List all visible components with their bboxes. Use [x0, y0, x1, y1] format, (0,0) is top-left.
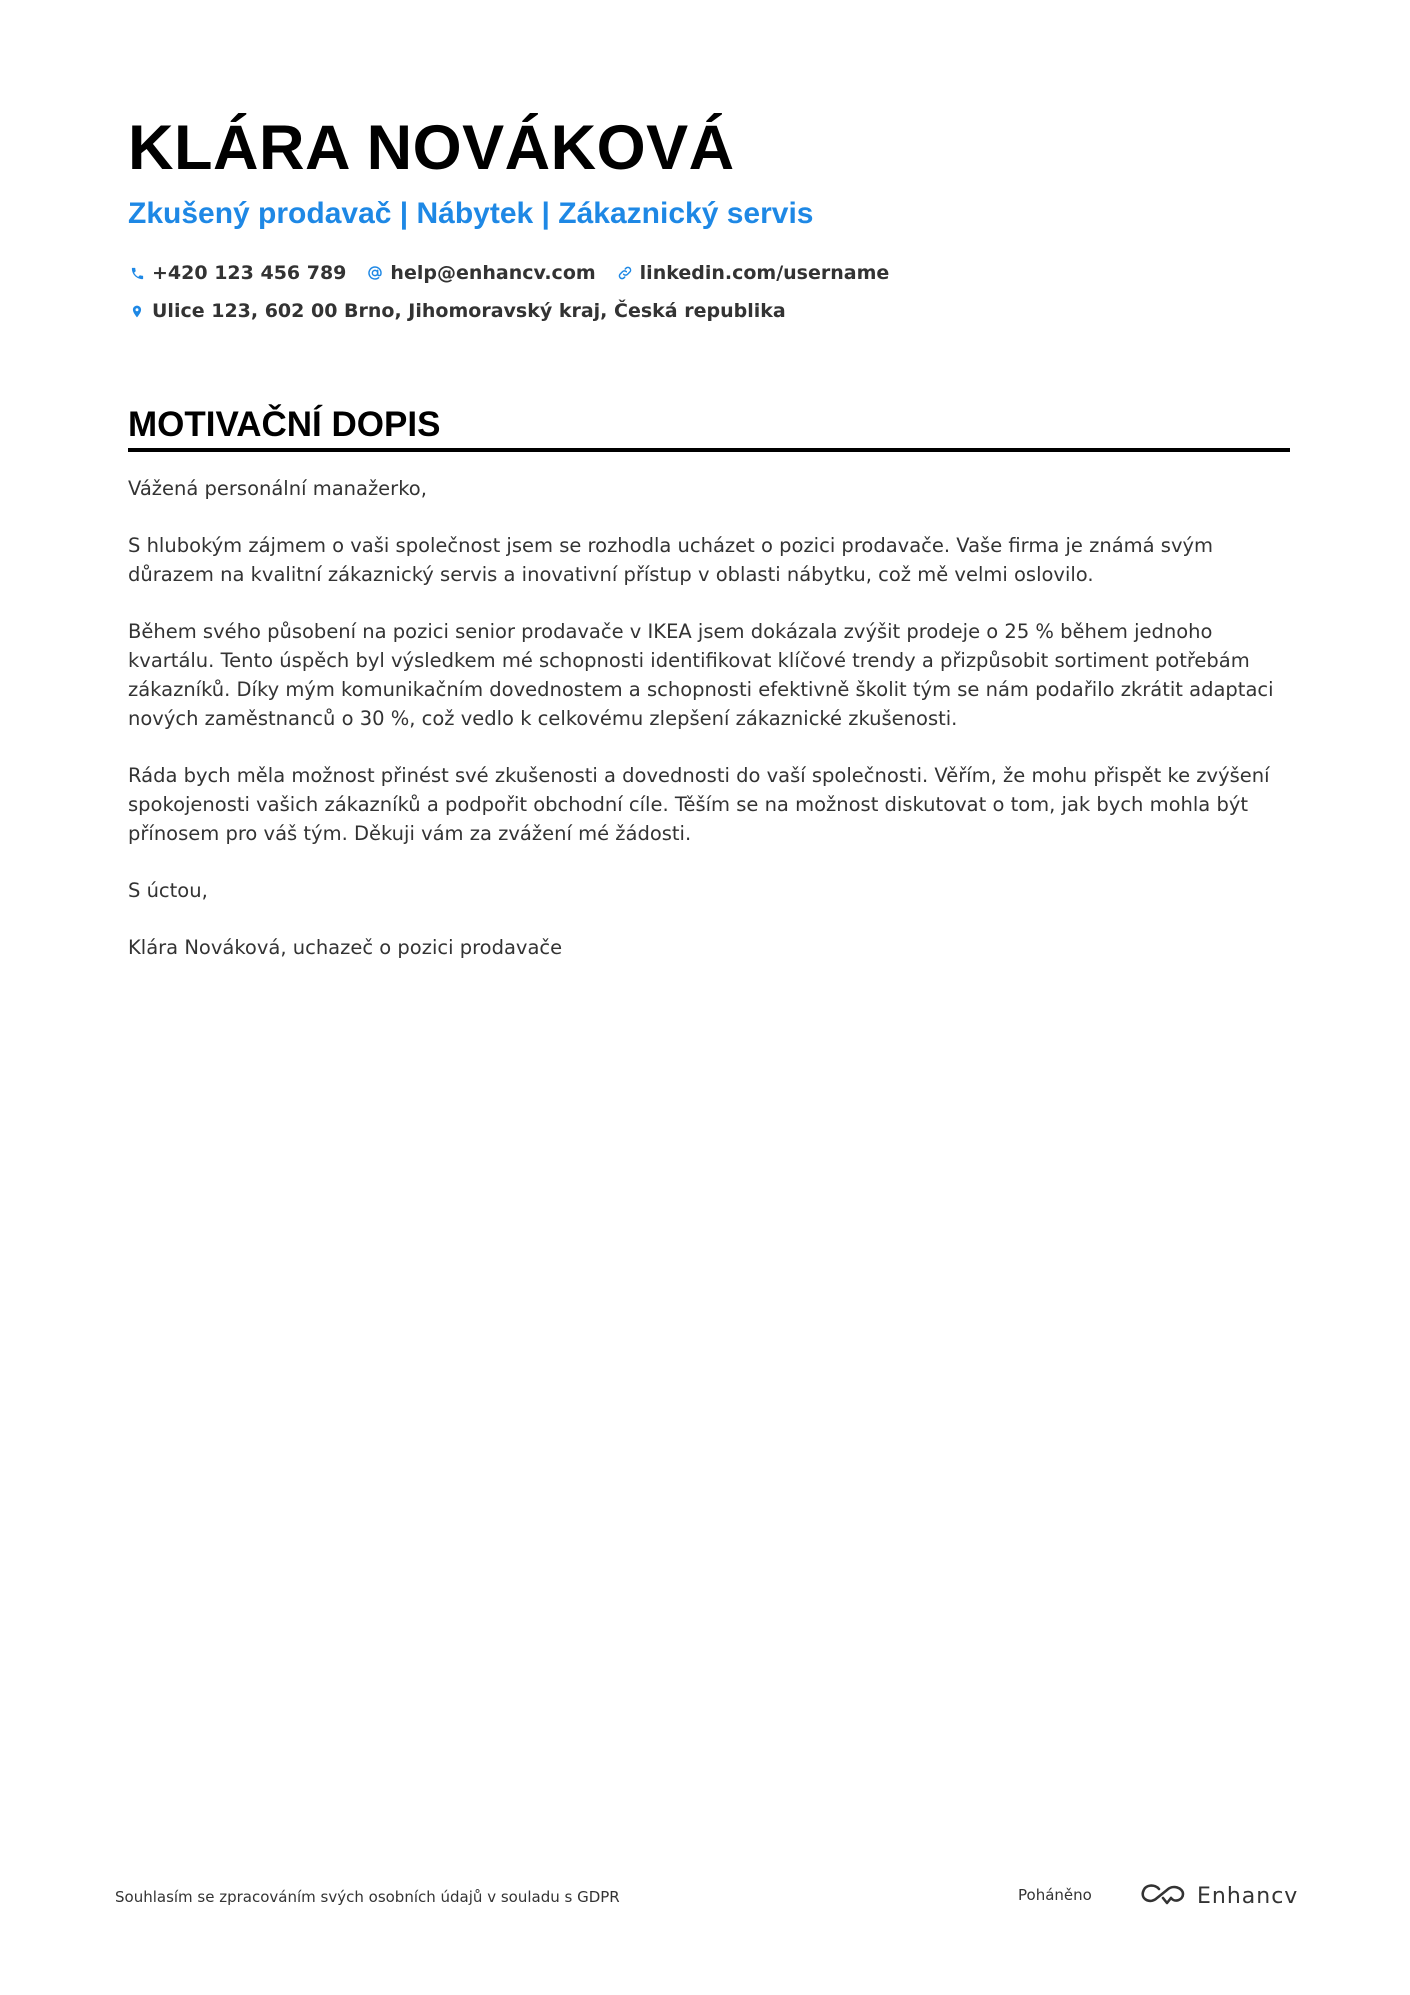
contact-linkedin [616, 262, 890, 284]
powered-by-label: Poháněno [1018, 1886, 1092, 1904]
linkedin-text: linkedin.com/username [639, 262, 890, 284]
contact-address [128, 300, 786, 322]
header [128, 108, 1288, 330]
letter-body [128, 474, 1290, 962]
link-icon [616, 264, 634, 282]
contact-phone [128, 262, 346, 284]
letter-paragraph: S hlubokým zájmem o vaši společnost jsem se rozhodla ucházet o pozici prodavače. Vaše firma je známá svým důrazem na kvalitní zákaznický servis a inovativní přístup v oblasti nábytku, což mě velmi oslovilo. [128, 534, 1214, 586]
phone-icon [128, 264, 146, 282]
enhancv-logo-icon [1139, 1881, 1187, 1911]
letter-closing: S úctou, [128, 879, 208, 902]
email-text: help@enhancv.com [390, 262, 596, 284]
letter-paragraph: Během svého působení na pozici senior prodavače v IKEA jsem dokázala zvýšit prodeje o 25 % během jednoho kvartálu. Tento úspěch byl výsledkem mé schopnosti identifikovat klíčové trendy a přizpůsobit sortiment potřebám zákazníků. Díky mým komunikačním dovednostem a schopnosti efektivně školit tým se nám podařilo zkrátit adaptaci nových zaměstnanců o 30 %, což vedlo k celkovému zlepšení zákaznické zkušenosti. [128, 620, 1274, 730]
candidate-tagline: Zkušený prodavač | Nábytek | Zákaznický servis [128, 197, 814, 230]
cover-letter-section [128, 402, 1290, 990]
contact-row-secondary [128, 292, 1288, 330]
gdpr-consent: Souhlasím se zpracováním svých osobních údajů v souladu s GDPR [115, 1888, 620, 1906]
enhancv-logo[interactable] [1139, 1878, 1298, 1914]
letter-signature: Klára Nováková, uchazeč o pozici prodavače [128, 936, 563, 959]
candidate-name: KLÁRA NOVÁKOVÁ [128, 113, 735, 183]
letter-paragraph: Ráda bych měla možnost přinést své zkušenosti a dovednosti do vaší společnosti. Věřím, že mohu přispět ke zvýšení spokojenosti vašich zákazníků a podpořit obchodní cíle. Těším se na možnost diskutovat o tom, jak bych mohla být přínosem pro váš tým. Děkuji vám za zvážení mé žádosti. [128, 764, 1270, 845]
section-title: MOTIVAČNÍ DOPIS [128, 405, 441, 444]
letter-greeting: Vážená personální manažerko, [128, 477, 427, 500]
footer [115, 1878, 1299, 1918]
contact-info [128, 254, 1288, 330]
contact-email [366, 262, 595, 284]
address-text: Ulice 123, 602 00 Brno, Jihomoravský kraj, Česká republika [152, 300, 786, 322]
location-pin-icon [128, 302, 146, 320]
contact-row-primary [128, 254, 1288, 292]
section-divider [128, 448, 1290, 452]
brand-name: Enhancv [1197, 1883, 1299, 1909]
phone-text: +420 123 456 789 [152, 262, 347, 284]
at-icon [366, 264, 384, 282]
